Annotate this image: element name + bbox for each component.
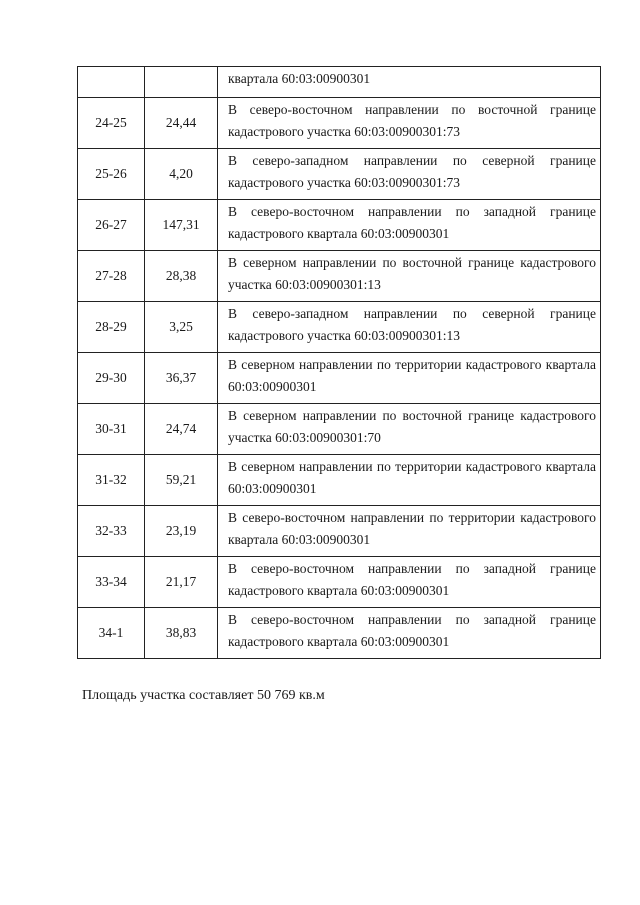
- area-statement: Площадь участка составляет 50 769 кв.м: [82, 688, 325, 703]
- description-cell: В северо-восточном направлении по западной границе кадастрового квартала 60:03:00900301: [218, 200, 601, 251]
- description-cell: квартала 60:03:00900301: [218, 67, 601, 98]
- length-cell: 36,37: [145, 353, 218, 404]
- length-cell: 23,19: [145, 506, 218, 557]
- table-row: [78, 455, 601, 506]
- length-cell: 38,83: [145, 608, 218, 659]
- segment-cell: 27-28: [78, 251, 145, 302]
- table-row: [78, 200, 601, 251]
- length-cell: 24,44: [145, 98, 218, 149]
- description-cell: В северо-восточном направлении по территории кадастрового квартала 60:03:00900301: [218, 506, 601, 557]
- description-cell: В северном направлении по восточной границе кадастрового участка 60:03:00900301:70: [218, 404, 601, 455]
- length-cell: [145, 67, 218, 98]
- segment-cell: 32-33: [78, 506, 145, 557]
- length-cell: 147,31: [145, 200, 218, 251]
- length-cell: 28,38: [145, 251, 218, 302]
- segment-cell: 33-34: [78, 557, 145, 608]
- table-row: [78, 98, 601, 149]
- segment-cell: 25-26: [78, 149, 145, 200]
- segment-cell: 26-27: [78, 200, 145, 251]
- segment-cell: 31-32: [78, 455, 145, 506]
- description-cell: В северном направлении по территории кадастрового квартала 60:03:00900301: [218, 353, 601, 404]
- description-cell: В северо-западном направлении по северной границе кадастрового участка 60:03:00900301:73: [218, 149, 601, 200]
- length-cell: 21,17: [145, 557, 218, 608]
- segment-cell: 34-1: [78, 608, 145, 659]
- description-cell: В северном направлении по территории кадастрового квартала 60:03:00900301: [218, 455, 601, 506]
- boundary-table: [77, 66, 601, 659]
- table-row: [78, 404, 601, 455]
- description-cell: В северо-восточном направлении по западной границе кадастрового квартала 60:03:00900301: [218, 557, 601, 608]
- description-cell: В северном направлении по восточной границе кадастрового участка 60:03:00900301:13: [218, 251, 601, 302]
- table-row: [78, 608, 601, 659]
- length-cell: 3,25: [145, 302, 218, 353]
- table-row: [78, 149, 601, 200]
- table-row: [78, 251, 601, 302]
- segment-cell: 24-25: [78, 98, 145, 149]
- table-row: [78, 67, 601, 98]
- segment-cell: 28-29: [78, 302, 145, 353]
- length-cell: 59,21: [145, 455, 218, 506]
- length-cell: 24,74: [145, 404, 218, 455]
- description-cell: В северо-восточном направлении по западной границе кадастрового квартала 60:03:00900301: [218, 608, 601, 659]
- table-row: [78, 557, 601, 608]
- description-cell: В северо-восточном направлении по восточной границе кадастрового участка 60:03:00900301:73: [218, 98, 601, 149]
- table-row: [78, 506, 601, 557]
- length-cell: 4,20: [145, 149, 218, 200]
- table-row: [78, 353, 601, 404]
- table-row: [78, 302, 601, 353]
- segment-cell: 29-30: [78, 353, 145, 404]
- segment-cell: [78, 67, 145, 98]
- description-cell: В северо-западном направлении по северной границе кадастрового участка 60:03:00900301:13: [218, 302, 601, 353]
- segment-cell: 30-31: [78, 404, 145, 455]
